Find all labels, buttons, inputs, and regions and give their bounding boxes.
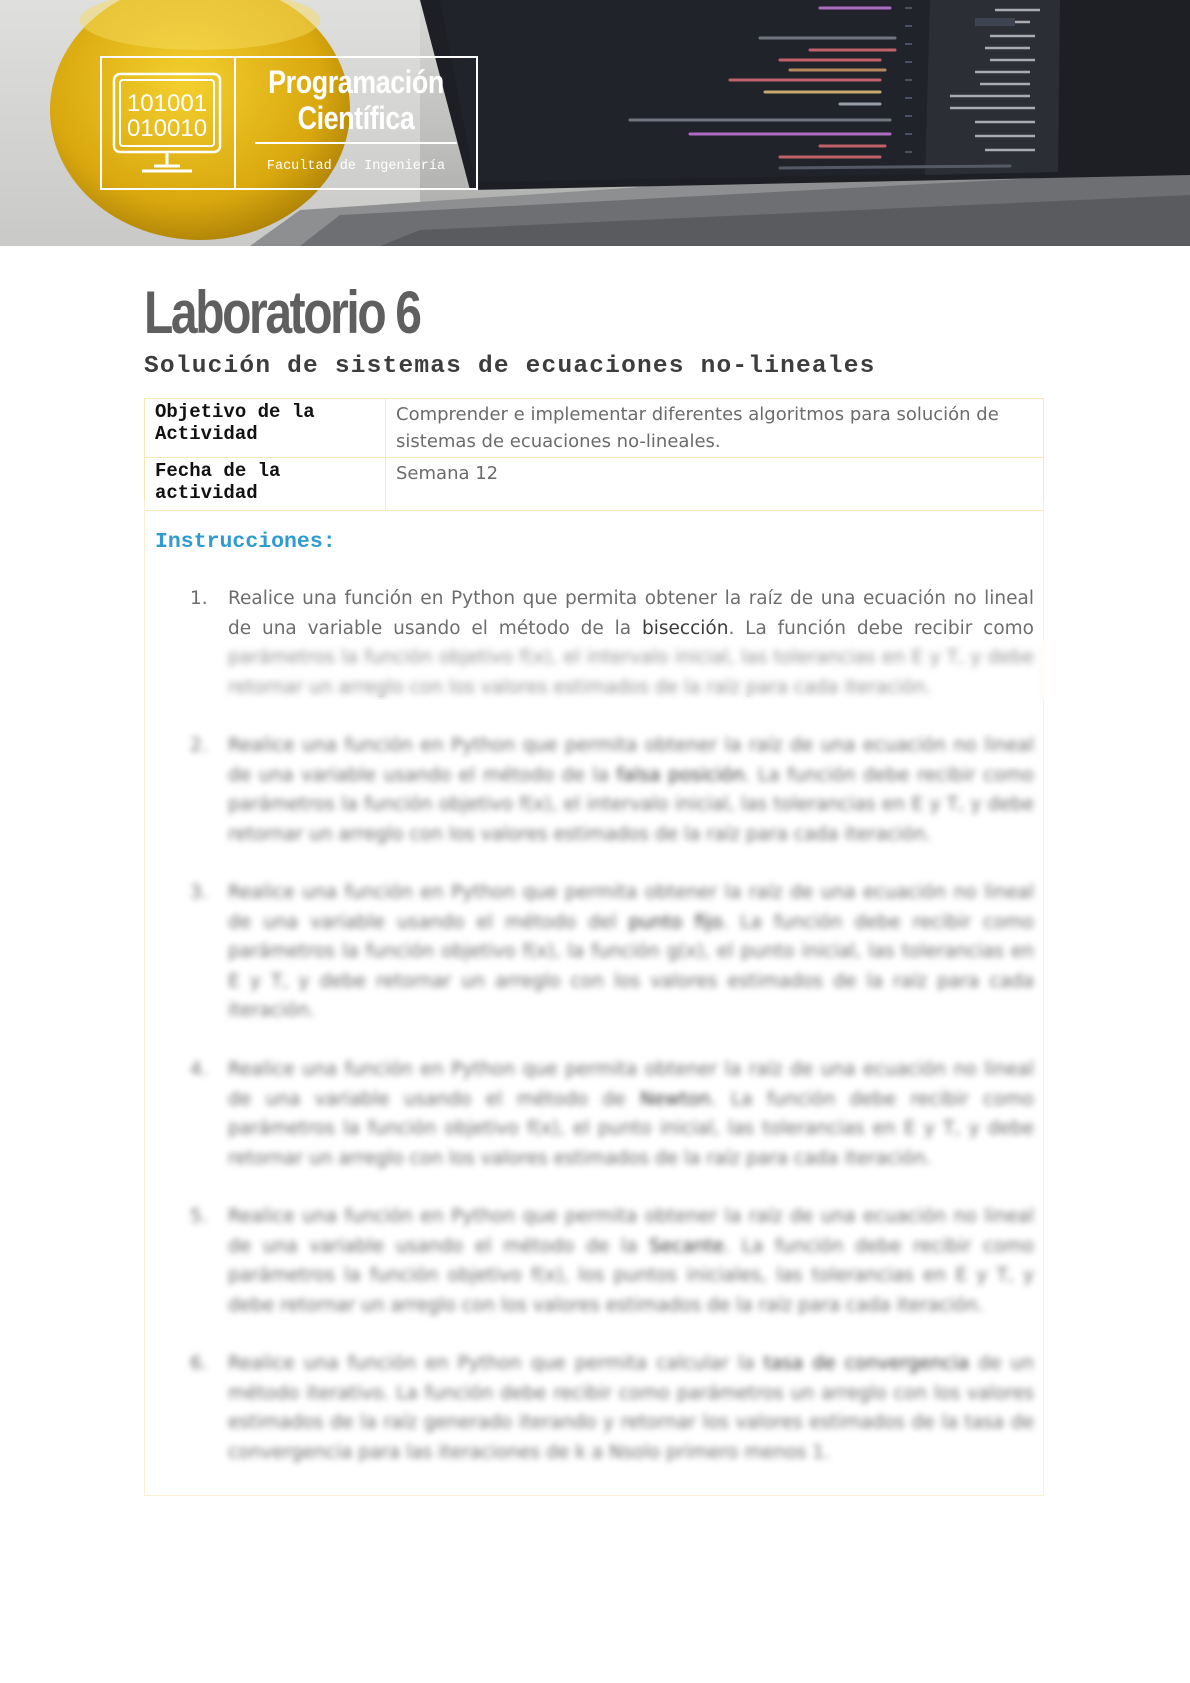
item-text-before: Realice una función en Python que permita obtener la raíz de una ecuación no lineal de una variable usando el método de la bbox=[228, 1206, 1034, 1257]
item-text-before: Realice una función en Python que permita obtener la raíz de una ecuación no lineal de una variable usando el método de bbox=[228, 1059, 1034, 1110]
table-row bbox=[145, 399, 1044, 458]
item-text-before: Realice una función en Python que permita obtener la raíz de una ecuación no lineal de una variable usando el método de la bbox=[228, 735, 1034, 786]
item-number: 1. bbox=[190, 588, 208, 609]
item-text bbox=[228, 1055, 1034, 1173]
item-number: 4. bbox=[190, 1059, 208, 1080]
course-logo bbox=[100, 56, 478, 190]
logo-title: Programación Científica bbox=[255, 58, 457, 144]
item-text bbox=[228, 1349, 1034, 1467]
item-method: punto fijo bbox=[628, 911, 723, 933]
item-text bbox=[228, 1202, 1034, 1320]
item-text-before: Realice una función en Python que permita obtener la raíz de una ecuación no lineal de una variable usando el método del bbox=[228, 882, 1034, 933]
item-text-before: Realice una función en Python que permita calcular la bbox=[228, 1353, 764, 1374]
page-title: Laboratorio 6 bbox=[144, 279, 420, 346]
blur-overlay bbox=[190, 640, 1050, 700]
objective-value: Comprender e implementar diferentes algoritmos para solución de sistemas de ecuaciones no-lineales. bbox=[386, 399, 1044, 458]
item-text bbox=[228, 731, 1034, 849]
item-text bbox=[228, 878, 1034, 1026]
item-text-after: . La función debe recibir como parámetros la función objetivo f(x), el intervalo inicial, las tolerancias en E y T, y debe retornar un arreglo con los valores estimados de la raíz para cada iteración. bbox=[228, 764, 1034, 845]
logo-binary-bottom: 010010 bbox=[126, 115, 208, 142]
item-number: 5. bbox=[190, 1206, 208, 1227]
date-value: Semana 12 bbox=[386, 458, 1044, 511]
item-method: Secante bbox=[649, 1235, 725, 1257]
instructions-heading: Instrucciones: bbox=[155, 530, 336, 554]
item-method: Newton bbox=[639, 1088, 711, 1110]
item-text-after: . La función debe recibir como parámetros la función objetivo f(x), el intervalo inicial, las tolerancias en E y T, y debe retornar un arreglo con los valores estimados de la raíz para cada iteración. bbox=[228, 617, 1034, 698]
activity-info-table bbox=[144, 398, 1044, 511]
item-text-after: . La función debe recibir como parámetros la función objetivo f(x), el punto inicial, las tolerancias en E y T, y debe retornar un arreglo con los valores estimados de la raíz para cada iteración. bbox=[228, 1088, 1034, 1169]
computer-binary-icon bbox=[102, 58, 236, 188]
header-banner bbox=[0, 0, 1190, 246]
item-text-before: Realice una función en Python que permita obtener la raíz de una ecuación no lineal de una variable usando el método de la bbox=[228, 588, 1034, 639]
item-number: 3. bbox=[190, 882, 208, 903]
item-text-after: . La función debe recibir como parámetros la función objetivo f(x), los puntos iniciales, las tolerancias en E y T, y debe retornar un arreglo con los valores estimados de la raíz para cada iteración. bbox=[228, 1235, 1034, 1316]
item-number: 6. bbox=[190, 1353, 208, 1374]
objective-label: Objetivo de la Actividad bbox=[145, 399, 386, 458]
item-method: tasa de convergencia bbox=[763, 1353, 970, 1374]
date-label: Fecha de la actividad bbox=[145, 458, 386, 511]
item-text-after: . La función debe recibir como parámetros la función objetivo f(x), la función g(x), el punto inicial, las tolerancias en E y T, y debe retornar un arreglo con los valores estimados de la raíz para cada iteración. bbox=[228, 911, 1034, 1021]
page-subtitle: Solución de sistemas de ecuaciones no-lineales bbox=[144, 353, 876, 380]
item-text-after: de un método iterativo. La función debe recibir como parámetros un arreglo con los valores estimados de la raíz generado iterando y retornar los valores estimados de la tasa de convergencia para las iteraciones de k a Nsolo primero menos 1. bbox=[228, 1353, 1035, 1463]
item-number: 2. bbox=[190, 735, 208, 756]
logo-subtitle: Facultad de Ingeniería bbox=[266, 158, 446, 174]
item-method: falsa posición bbox=[616, 764, 745, 786]
item-method: bisección bbox=[642, 617, 729, 639]
logo-binary-top: 101001 bbox=[126, 90, 208, 117]
